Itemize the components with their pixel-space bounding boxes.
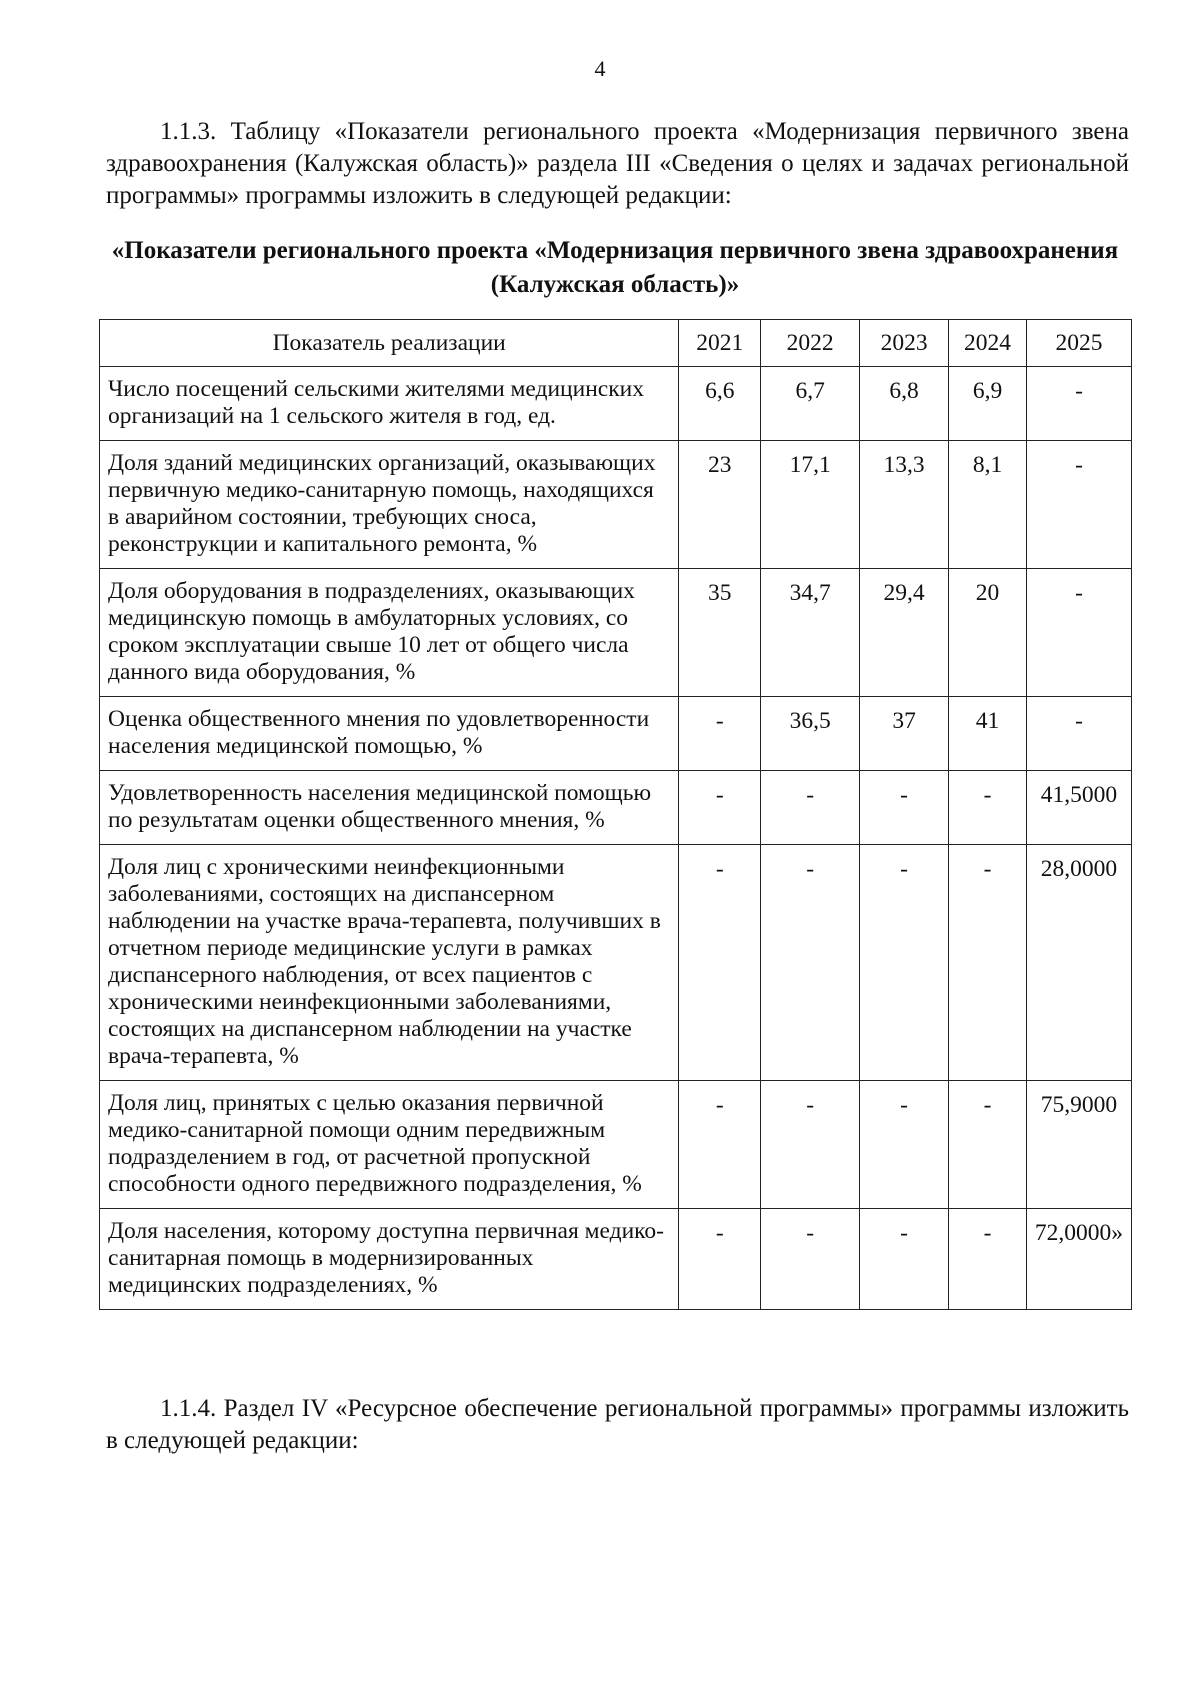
value-2025: - (1026, 697, 1131, 771)
indicator-name: Удовлетворенность населения медицинской помощью по результатам оценки общественного мнения, % (100, 771, 679, 845)
intro-text: 1.1.3. Таблицу «Показатели регионального проекта «Модернизация первичного звена здравоохранения (Калужская область)» раздела III «Сведения о целях и задачах региональной программы» программы изложить в следующей редакции: (106, 118, 1129, 209)
value-2025: - (1026, 569, 1131, 697)
value-2023: - (860, 845, 949, 1081)
value-2024: - (949, 1081, 1027, 1209)
indicator-name: Оценка общественного мнения по удовлетворенности населения медицинской помощью, % (100, 697, 679, 771)
value-2021: 35 (679, 569, 761, 697)
table-row (100, 441, 1132, 569)
value-2023: 6,8 (860, 367, 949, 441)
value-2022: 36,5 (761, 697, 860, 771)
value-2025: - (1026, 441, 1131, 569)
table-row (100, 367, 1132, 441)
value-2021: - (679, 771, 761, 845)
value-2022: - (761, 771, 860, 845)
value-2025: 75,9000 (1026, 1081, 1131, 1209)
value-2024: - (949, 845, 1027, 1081)
value-2025: 72,0000» (1026, 1209, 1131, 1310)
table-row (100, 697, 1132, 771)
value-2022: - (761, 1209, 860, 1310)
value-2023: 13,3 (860, 441, 949, 569)
header-2024: 2024 (949, 320, 1027, 367)
indicator-name: Доля населения, которому доступна первичная медико-санитарная помощь в модернизированных медицинских подразделениях, % (100, 1209, 679, 1310)
value-2022: - (761, 845, 860, 1081)
value-2023: - (860, 771, 949, 845)
value-2025: 28,0000 (1026, 845, 1131, 1081)
value-2021: 6,6 (679, 367, 761, 441)
value-2022: - (761, 1081, 860, 1209)
header-2023: 2023 (860, 320, 949, 367)
value-2021: - (679, 845, 761, 1081)
value-2022: 6,7 (761, 367, 860, 441)
value-2024: - (949, 771, 1027, 845)
table-row (100, 771, 1132, 845)
indicator-name: Доля лиц с хроническими неинфекционными заболеваниями, состоящих на диспансерном наблюдении на участке врача-терапевта, получивших в отчетном периоде медицинские услуги в рамках диспансерного наблюдения, от всех пациентов с хроническими неинфекционными заболеваниями, состоящих на диспансерном наблюдении на участке врача-терапевта, % (100, 845, 679, 1081)
value-2022: 17,1 (761, 441, 860, 569)
value-2023: 37 (860, 697, 949, 771)
table-row (100, 1081, 1132, 1209)
indicator-name: Число посещений сельскими жителями медицинских организаций на 1 сельского жителя в год, ед. (100, 367, 679, 441)
value-2024: - (949, 1209, 1027, 1310)
value-2025: - (1026, 367, 1131, 441)
value-2024: 20 (949, 569, 1027, 697)
value-2022: 34,7 (761, 569, 860, 697)
header-2022: 2022 (761, 320, 860, 367)
indicator-name: Доля оборудования в подразделениях, оказывающих медицинскую помощь в амбулаторных условиях, со сроком эксплуатации свыше 10 лет от общего числа данного вида оборудования, % (100, 569, 679, 697)
table-row (100, 845, 1132, 1081)
value-2021: 23 (679, 441, 761, 569)
table-title: «Показатели регионального проекта «Модернизация первичного звена здравоохранения (Калужская область)» (111, 237, 1119, 298)
value-2021: - (679, 1209, 761, 1310)
table-header-row (100, 320, 1132, 367)
indicators-table (99, 319, 1132, 1310)
value-2024: 6,9 (949, 367, 1027, 441)
value-2023: - (860, 1081, 949, 1209)
value-2023: - (860, 1209, 949, 1310)
table-row (100, 1209, 1132, 1310)
value-2024: 41 (949, 697, 1027, 771)
value-2024: 8,1 (949, 441, 1027, 569)
closing-paragraph (106, 1393, 1129, 1457)
indicator-name: Доля зданий медицинских организаций, оказывающих первичную медико-санитарную помощь, находящихся в аварийном состоянии, требующих сноса, реконструкции и капитального ремонта, % (100, 441, 679, 569)
value-2023: 29,4 (860, 569, 949, 697)
value-2021: - (679, 697, 761, 771)
header-2021: 2021 (679, 320, 761, 367)
value-2025: 41,5000 (1026, 771, 1131, 845)
header-indicator: Показатель реализации (100, 320, 679, 367)
intro-paragraph (106, 116, 1129, 212)
header-2025: 2025 (1026, 320, 1131, 367)
indicator-name: Доля лиц, принятых с целью оказания первичной медико-санитарной помощи одним передвижным подразделением в год, от расчетной пропускной способности одного передвижного подразделения, % (100, 1081, 679, 1209)
page-number: 4 (594, 56, 606, 81)
table-row (100, 569, 1132, 697)
value-2021: - (679, 1081, 761, 1209)
closing-text: 1.1.4. Раздел IV «Ресурсное обеспечение региональной программы» программы изложить в следующей редакции: (106, 1395, 1129, 1454)
